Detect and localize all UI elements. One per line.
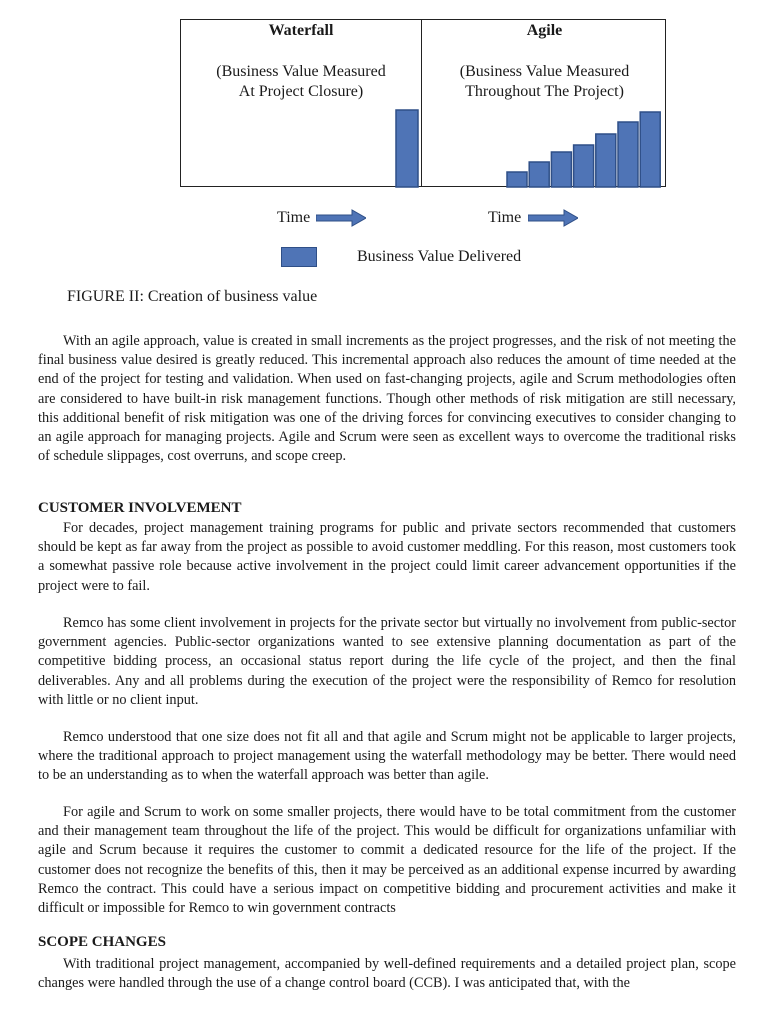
agile-bar bbox=[551, 152, 571, 187]
waterfall-title: Waterfall bbox=[268, 22, 334, 39]
agile-bar bbox=[596, 134, 616, 187]
paragraph-scope-changes bbox=[38, 955, 736, 993]
waterfall-subtitle-line1: (Business Value Measured bbox=[216, 63, 386, 80]
paragraph-remco-client bbox=[38, 614, 736, 710]
paragraph-text: For agile and Scrum to work on some smaller projects, there would have to be total commitment from the customer and their management team throughout the life of the project. This would be difficult for organizations unfamiliar with agile and Scrum because it requires the customer to commit a dedicated resource for the life of the project. If the customer does not recognize the benefits of this, then it may be perceived as an additional expense incurred by awarding Remco the contract. This could have a serious impact on competitive bidding and procurement activities and make it difficult or impossible for Remco to win government contracts bbox=[38, 804, 736, 917]
paragraph-text: Remco has some client involvement in projects for the private sector but virtually no involvement from public-sector government agencies. Public-sector organizations wanted to see extensive planning documentation as part of the competitive bidding process, an occasional status report during the life cycle of the project, and then the final deliverables. Any and all problems during the execution of the project were the responsibility of Remco for resolution with little or no client input. bbox=[38, 615, 736, 708]
legend-swatch bbox=[281, 247, 317, 267]
agile-title: Agile bbox=[526, 22, 563, 39]
section-heading-customer-involvement: CUSTOMER INVOLVEMENT bbox=[38, 500, 242, 516]
arrow-right-icon bbox=[528, 209, 578, 227]
figure-diagram bbox=[180, 19, 666, 187]
agile-bar bbox=[507, 172, 527, 187]
legend-label: Business Value Delivered bbox=[357, 248, 522, 265]
paragraph-text: With traditional project management, accompanied by well-defined requirements and a detailed project plan, scope changes were handled through the use of a change control board (CCB). I was anticipated that, with the bbox=[38, 956, 736, 992]
agile-bar bbox=[529, 162, 549, 187]
paragraph-commitment bbox=[38, 803, 736, 918]
paragraph-one-size bbox=[38, 728, 736, 786]
agile-bar bbox=[640, 112, 660, 187]
business-value-bars bbox=[181, 20, 667, 188]
agile-subtitle-line2: Throughout The Project) bbox=[465, 83, 624, 100]
paragraph-text: With an agile approach, value is created in small increments as the project progresses, and the risk of not meeting the final business value desired is greatly reduced. This incremental approach also reduces the amount of time needed at the end of the project for testing and validation. When used on fast-changing projects, agile and Scrum methodologies often are considered to have built-in risk management functions. Though other methods of risk mitigation are still necessary, this additional benefit of risk mitigation was one of the driving forces for convincing executives to consider changing to an agile approach for managing projects. Agile and Scrum were seen as excellent ways to overcome the traditional risks of schedule slippages, cost overruns, and scope creep. bbox=[38, 333, 736, 465]
figure-caption: FIGURE II: Creation of business value bbox=[67, 288, 318, 305]
time-label-waterfall: Time bbox=[277, 209, 311, 226]
paragraph-text: For decades, project management training programs for public and private sectors recommended that customers should be kept as far away from the project as possible to avoid customer meddling. For this reason, most customers took a somewhat passive role because active involvement in the project could limit career advancement opportunities if the project were to fail. bbox=[38, 520, 736, 594]
paragraph-agile-value bbox=[38, 332, 736, 466]
agile-bar bbox=[574, 145, 594, 187]
arrow-right-icon bbox=[316, 209, 366, 227]
waterfall-subtitle-line2: At Project Closure) bbox=[238, 83, 364, 100]
time-label-agile: Time bbox=[488, 209, 522, 226]
paragraph-customer-decades bbox=[38, 519, 736, 596]
agile-bar bbox=[618, 122, 638, 187]
section-heading-scope-changes: SCOPE CHANGES bbox=[38, 934, 166, 950]
paragraph-text: Remco understood that one size does not fit all and that agile and Scrum might not be applicable to larger projects, where the traditional approach to project management using the waterfall methodology may be better. There would need to be an understanding as to when the waterfall approach was better than agile. bbox=[38, 729, 736, 784]
agile-subtitle-line1: (Business Value Measured bbox=[459, 63, 630, 80]
waterfall-bar bbox=[396, 110, 418, 187]
